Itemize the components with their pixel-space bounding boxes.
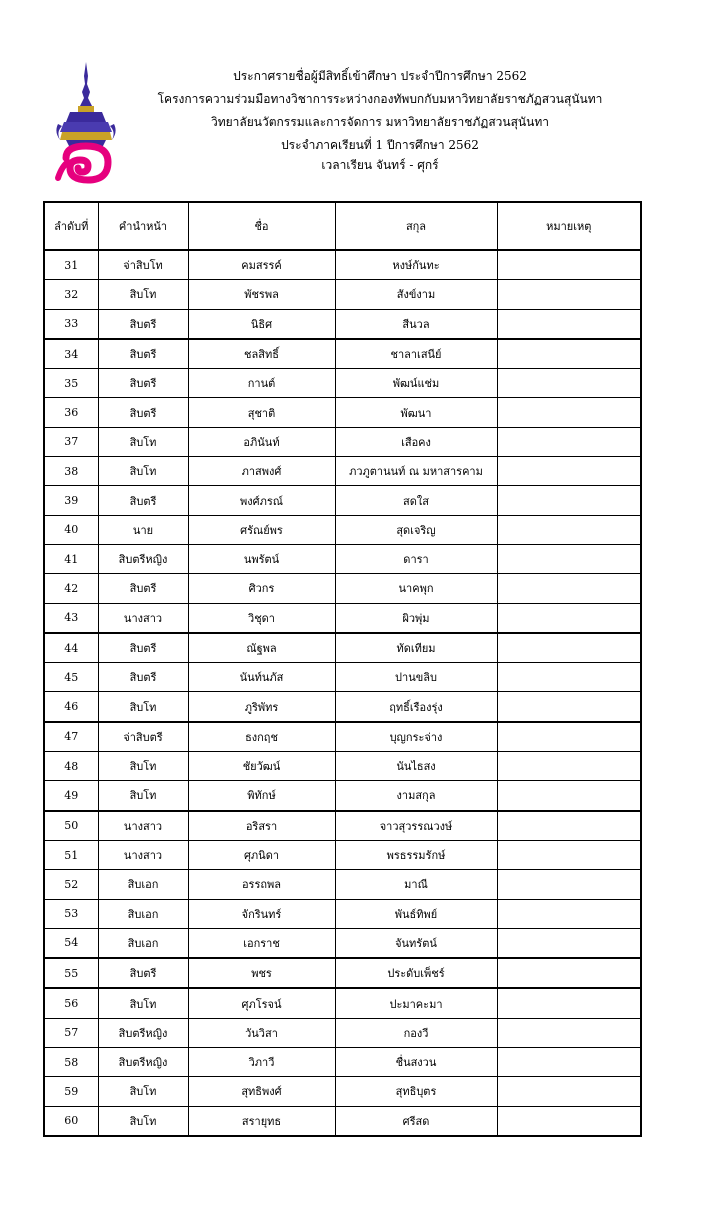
cell-number: 49 (44, 781, 98, 811)
cell-number: 31 (44, 250, 98, 280)
cell-first-name: สุทธิพงศ์ (188, 1077, 335, 1106)
cell-number: 47 (44, 722, 98, 752)
table-row (44, 486, 641, 515)
cell-first-name: อภินันท์ (188, 427, 335, 456)
table-row (44, 633, 641, 663)
cell-remarks (497, 958, 641, 988)
table-row (44, 840, 641, 869)
roster-table (43, 201, 642, 1137)
cell-title: สิบตรี (98, 339, 188, 369)
cell-remarks (497, 309, 641, 339)
table-row (44, 899, 641, 928)
cell-number: 50 (44, 811, 98, 841)
cell-first-name: พิทักษ์ (188, 781, 335, 811)
cell-title: สิบตรี (98, 486, 188, 515)
cell-last-name: ศรีสด (335, 1106, 497, 1136)
cell-number: 55 (44, 958, 98, 988)
cell-last-name: สดใส (335, 486, 497, 515)
cell-remarks (497, 457, 641, 486)
cell-title: สิบโท (98, 752, 188, 781)
cell-remarks (497, 811, 641, 841)
header-schedule: เวลาเรียน จันทร์ - ศุกร์ (321, 158, 439, 172)
cell-number: 33 (44, 309, 98, 339)
cell-number: 43 (44, 603, 98, 633)
col-header-number: ลำดับที่ (44, 202, 98, 250)
table-row (44, 369, 641, 398)
cell-title: สิบโท (98, 1077, 188, 1106)
cell-first-name: ศิวกร (188, 574, 335, 603)
cell-number: 59 (44, 1077, 98, 1106)
cell-number: 41 (44, 544, 98, 573)
cell-remarks (497, 574, 641, 603)
header-project: โครงการความร่วมมือทางวิชาการระหว่างกองทัพบกกับมหาวิทยาลัยราชภัฏสวนสุนันทา (157, 92, 603, 106)
cell-title: สิบตรี (98, 309, 188, 339)
cell-number: 39 (44, 486, 98, 515)
cell-first-name: นิธิศ (188, 309, 335, 339)
cell-first-name: ศุภนิดา (188, 840, 335, 869)
cell-first-name: สรายุทธ (188, 1106, 335, 1136)
table-row (44, 663, 641, 692)
cell-number: 56 (44, 988, 98, 1018)
cell-first-name: ศุภโรจน์ (188, 988, 335, 1018)
cell-number: 37 (44, 427, 98, 456)
cell-remarks (497, 633, 641, 663)
university-seal-icon (52, 62, 120, 186)
cell-title: สิบตรี (98, 398, 188, 427)
cell-remarks (497, 1048, 641, 1077)
cell-number: 42 (44, 574, 98, 603)
cell-first-name: นพรัตน์ (188, 544, 335, 573)
cell-number: 35 (44, 369, 98, 398)
cell-remarks (497, 486, 641, 515)
cell-first-name: สุชาติ (188, 398, 335, 427)
table-row (44, 781, 641, 811)
cell-first-name: อริสรา (188, 811, 335, 841)
cell-title: สิบตรี (98, 633, 188, 663)
cell-title: สิบตรี (98, 369, 188, 398)
cell-number: 53 (44, 899, 98, 928)
cell-last-name: จาวสุวรรณวงษ์ (335, 811, 497, 841)
cell-first-name: วิภาวี (188, 1048, 335, 1077)
cell-title: นางสาว (98, 603, 188, 633)
cell-remarks (497, 603, 641, 633)
cell-remarks (497, 928, 641, 958)
col-header-last-name: สกุล (335, 202, 497, 250)
table-row (44, 574, 641, 603)
cell-last-name: มาณี (335, 870, 497, 899)
col-header-first-name: ชื่อ (188, 202, 335, 250)
cell-first-name: พชร (188, 958, 335, 988)
cell-first-name: อรรถพล (188, 870, 335, 899)
cell-number: 60 (44, 1106, 98, 1136)
cell-title: นาย (98, 515, 188, 544)
cell-remarks (497, 544, 641, 573)
cell-remarks (497, 840, 641, 869)
cell-last-name: ประดับเพ็ชร์ (335, 958, 497, 988)
cell-last-name: สีนวล (335, 309, 497, 339)
table-row (44, 309, 641, 339)
cell-remarks (497, 280, 641, 309)
table-row (44, 870, 641, 899)
cell-last-name: ผิวพุ่ม (335, 603, 497, 633)
cell-first-name: เอกราช (188, 928, 335, 958)
cell-remarks (497, 515, 641, 544)
cell-title: จ่าสิบโท (98, 250, 188, 280)
table-row (44, 692, 641, 722)
cell-last-name: กองวี (335, 1018, 497, 1047)
cell-last-name: สังข์งาม (335, 280, 497, 309)
cell-remarks (497, 1106, 641, 1136)
cell-first-name: พงศ์ภรณ์ (188, 486, 335, 515)
announcement-header (130, 68, 630, 177)
cell-last-name: จันทรัตน์ (335, 928, 497, 958)
cell-first-name: นันท์นภัส (188, 663, 335, 692)
table-row (44, 339, 641, 369)
cell-remarks (497, 899, 641, 928)
table-row (44, 722, 641, 752)
cell-title: นางสาว (98, 811, 188, 841)
cell-title: สิบเอก (98, 928, 188, 958)
cell-title: สิบตรีหญิง (98, 1018, 188, 1047)
header-college: วิทยาลัยนวัตกรรมและการจัดการ มหาวิทยาลัยราชภัฏสวนสุนันทา (211, 115, 549, 129)
cell-remarks (497, 427, 641, 456)
cell-number: 48 (44, 752, 98, 781)
header-semester: ประจำภาคเรียนที่ 1 ปีการศึกษา 2562 (281, 138, 479, 152)
table-row (44, 603, 641, 633)
table-row (44, 515, 641, 544)
cell-remarks (497, 398, 641, 427)
cell-remarks (497, 369, 641, 398)
cell-number: 34 (44, 339, 98, 369)
cell-first-name: ชลสิทธิ์ (188, 339, 335, 369)
cell-last-name: ปะมาคะมา (335, 988, 497, 1018)
cell-title: สิบโท (98, 280, 188, 309)
cell-last-name: นันไธสง (335, 752, 497, 781)
cell-last-name: สุทธิบุตร (335, 1077, 497, 1106)
cell-last-name: สุดเจริญ (335, 515, 497, 544)
table-row (44, 398, 641, 427)
cell-first-name: คมสรรค์ (188, 250, 335, 280)
cell-remarks (497, 870, 641, 899)
cell-remarks (497, 781, 641, 811)
cell-number: 54 (44, 928, 98, 958)
cell-number: 57 (44, 1018, 98, 1047)
cell-first-name: ภาสพงศ์ (188, 457, 335, 486)
cell-remarks (497, 752, 641, 781)
cell-last-name: หงษ์กันทะ (335, 250, 497, 280)
cell-last-name: พัฒนา (335, 398, 497, 427)
cell-first-name: ธงกฤช (188, 722, 335, 752)
cell-last-name: ภวภูตานนท์ ณ มหาสารคาม (335, 457, 497, 486)
cell-title: สิบเอก (98, 899, 188, 928)
table-header-row (44, 202, 641, 250)
cell-number: 36 (44, 398, 98, 427)
cell-title: สิบตรี (98, 958, 188, 988)
cell-remarks (497, 692, 641, 722)
table-row (44, 928, 641, 958)
cell-title: สิบตรีหญิง (98, 544, 188, 573)
cell-last-name: พรธรรมรักษ์ (335, 840, 497, 869)
cell-title: จ่าสิบตรี (98, 722, 188, 752)
cell-first-name: ณัฐพล (188, 633, 335, 663)
cell-last-name: เสือคง (335, 427, 497, 456)
cell-title: สิบเอก (98, 870, 188, 899)
cell-title: สิบตรี (98, 663, 188, 692)
cell-title: นางสาว (98, 840, 188, 869)
cell-first-name: จักรินทร์ (188, 899, 335, 928)
cell-first-name: ศรัณย์พร (188, 515, 335, 544)
cell-number: 51 (44, 840, 98, 869)
cell-title: สิบโท (98, 781, 188, 811)
cell-last-name: ทัดเทียม (335, 633, 497, 663)
cell-last-name: พันธ์ทิพย์ (335, 899, 497, 928)
cell-last-name: ปานขลิบ (335, 663, 497, 692)
col-header-remarks: หมายเหตุ (497, 202, 641, 250)
col-header-title: คำนำหน้า (98, 202, 188, 250)
table-row (44, 544, 641, 573)
cell-number: 52 (44, 870, 98, 899)
cell-remarks (497, 1077, 641, 1106)
cell-last-name: ชื่นสงวน (335, 1048, 497, 1077)
cell-remarks (497, 1018, 641, 1047)
cell-number: 45 (44, 663, 98, 692)
table-row (44, 250, 641, 280)
cell-first-name: กานต์ (188, 369, 335, 398)
table-row (44, 427, 641, 456)
cell-first-name: พัชรพล (188, 280, 335, 309)
cell-remarks (497, 663, 641, 692)
cell-title: สิบโท (98, 1106, 188, 1136)
table-row (44, 752, 641, 781)
table-row (44, 1048, 641, 1077)
table-row (44, 457, 641, 486)
cell-last-name: ชาลาเสนีย์ (335, 339, 497, 369)
cell-number: 46 (44, 692, 98, 722)
cell-number: 32 (44, 280, 98, 309)
table-row (44, 1106, 641, 1136)
table-row (44, 1077, 641, 1106)
cell-first-name: ชัยวัฒน์ (188, 752, 335, 781)
cell-title: สิบโท (98, 692, 188, 722)
cell-last-name: ฤทธิ์เรืองรุ่ง (335, 692, 497, 722)
cell-last-name: งามสกุล (335, 781, 497, 811)
cell-first-name: วันวิสา (188, 1018, 335, 1047)
cell-first-name: วิชุดา (188, 603, 335, 633)
cell-number: 58 (44, 1048, 98, 1077)
cell-number: 40 (44, 515, 98, 544)
cell-number: 44 (44, 633, 98, 663)
cell-number: 38 (44, 457, 98, 486)
cell-first-name: ภูริพัทร (188, 692, 335, 722)
cell-title: สิบตรีหญิง (98, 1048, 188, 1077)
cell-remarks (497, 722, 641, 752)
table-row (44, 988, 641, 1018)
table-row (44, 1018, 641, 1047)
cell-remarks (497, 988, 641, 1018)
header-title: ประกาศรายชื่อผู้มีสิทธิ์เข้าศึกษา ประจำปีการศึกษา 2562 (233, 69, 527, 83)
cell-last-name: พัฒน์แช่ม (335, 369, 497, 398)
table-row (44, 811, 641, 841)
cell-last-name: บุญกระจ่าง (335, 722, 497, 752)
cell-last-name: ดารา (335, 544, 497, 573)
cell-title: สิบตรี (98, 574, 188, 603)
table-row (44, 958, 641, 988)
cell-title: สิบโท (98, 988, 188, 1018)
cell-remarks (497, 250, 641, 280)
cell-remarks (497, 339, 641, 369)
cell-title: สิบโท (98, 427, 188, 456)
table-row (44, 280, 641, 309)
cell-last-name: นาคพุก (335, 574, 497, 603)
cell-title: สิบโท (98, 457, 188, 486)
